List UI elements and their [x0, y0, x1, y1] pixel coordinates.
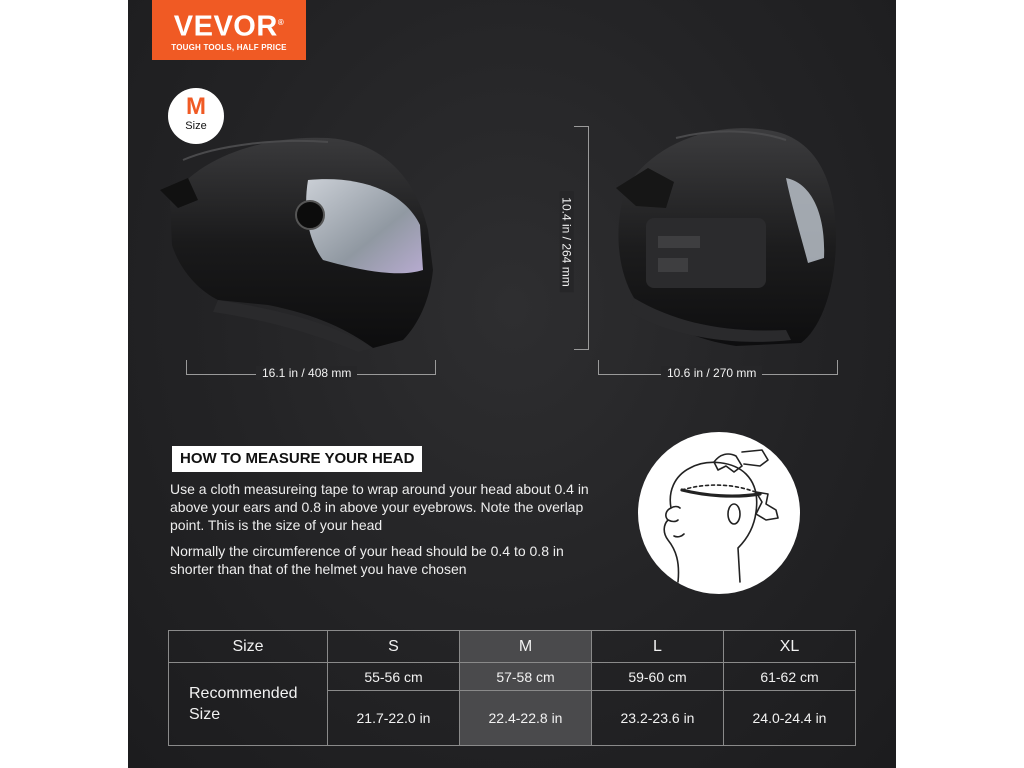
size-chart-cell-m-cm: 57-58 cm [460, 663, 592, 691]
how-to-measure-heading: HOW TO MEASURE YOUR HEAD [172, 446, 422, 472]
size-chart-cell-s-in: 21.7-22.0 in [328, 691, 460, 746]
size-chart-header-l: L [592, 631, 724, 663]
dimension-label-length: 16.1 in / 408 mm [256, 366, 357, 380]
logo-registered-mark: ® [277, 18, 285, 27]
dimension-label-width: 10.6 in / 270 mm [661, 366, 762, 380]
size-chart-cm-row [169, 663, 856, 691]
logo-tagline: TOUGH TOOLS, HALF PRICE [171, 42, 287, 52]
size-chart-header-m: M [460, 631, 592, 663]
size-badge-label: Size [185, 120, 207, 132]
how-to-measure-note: Normally the circumference of your head should be 0.4 to 0.8 in shorter than that of the helmet you have chosen [170, 543, 564, 577]
size-chart-cell-l-cm: 59-60 cm [592, 663, 724, 691]
size-badge-letter: M [186, 93, 206, 120]
size-chart-header-xl: XL [724, 631, 856, 663]
size-chart-header-s: S [328, 631, 460, 663]
size-chart-cell-l-in: 23.2-23.6 in [592, 691, 724, 746]
helmet-rear-view-image [586, 118, 846, 350]
dimension-line-height [574, 126, 589, 350]
size-chart-header-row [169, 631, 856, 663]
head-outline-icon [638, 432, 800, 594]
size-chart-table [168, 630, 856, 746]
size-chart-header-size: Size [169, 631, 328, 663]
logo-wordmark [152, 8, 306, 42]
vevor-logo [152, 0, 306, 60]
size-chart-cell-xl-cm: 61-62 cm [724, 663, 856, 691]
helmet-side-view-image [158, 130, 438, 355]
product-image-canvas [128, 0, 896, 768]
head-measuring-illustration [638, 432, 800, 594]
how-to-measure-instructions: Use a cloth measureing tape to wrap around your head about 0.4 in above your ears and 0.8 in above your eyebrows. Note the overlap point. This is the size of your head [170, 481, 589, 533]
size-chart-cell-s-cm: 55-56 cm [328, 663, 460, 691]
dimension-label-height: 10.4 in / 264 mm [560, 191, 574, 292]
logo-name: VEVOR [173, 10, 278, 43]
size-chart-row-label [169, 663, 328, 746]
size-chart-cell-xl-in: 24.0-24.4 in [724, 691, 856, 746]
row-label-line1: Recommended [189, 685, 298, 702]
row-label-line2: Size [189, 706, 221, 723]
size-chart-cell-m-in: 22.4-22.8 in [460, 691, 592, 746]
